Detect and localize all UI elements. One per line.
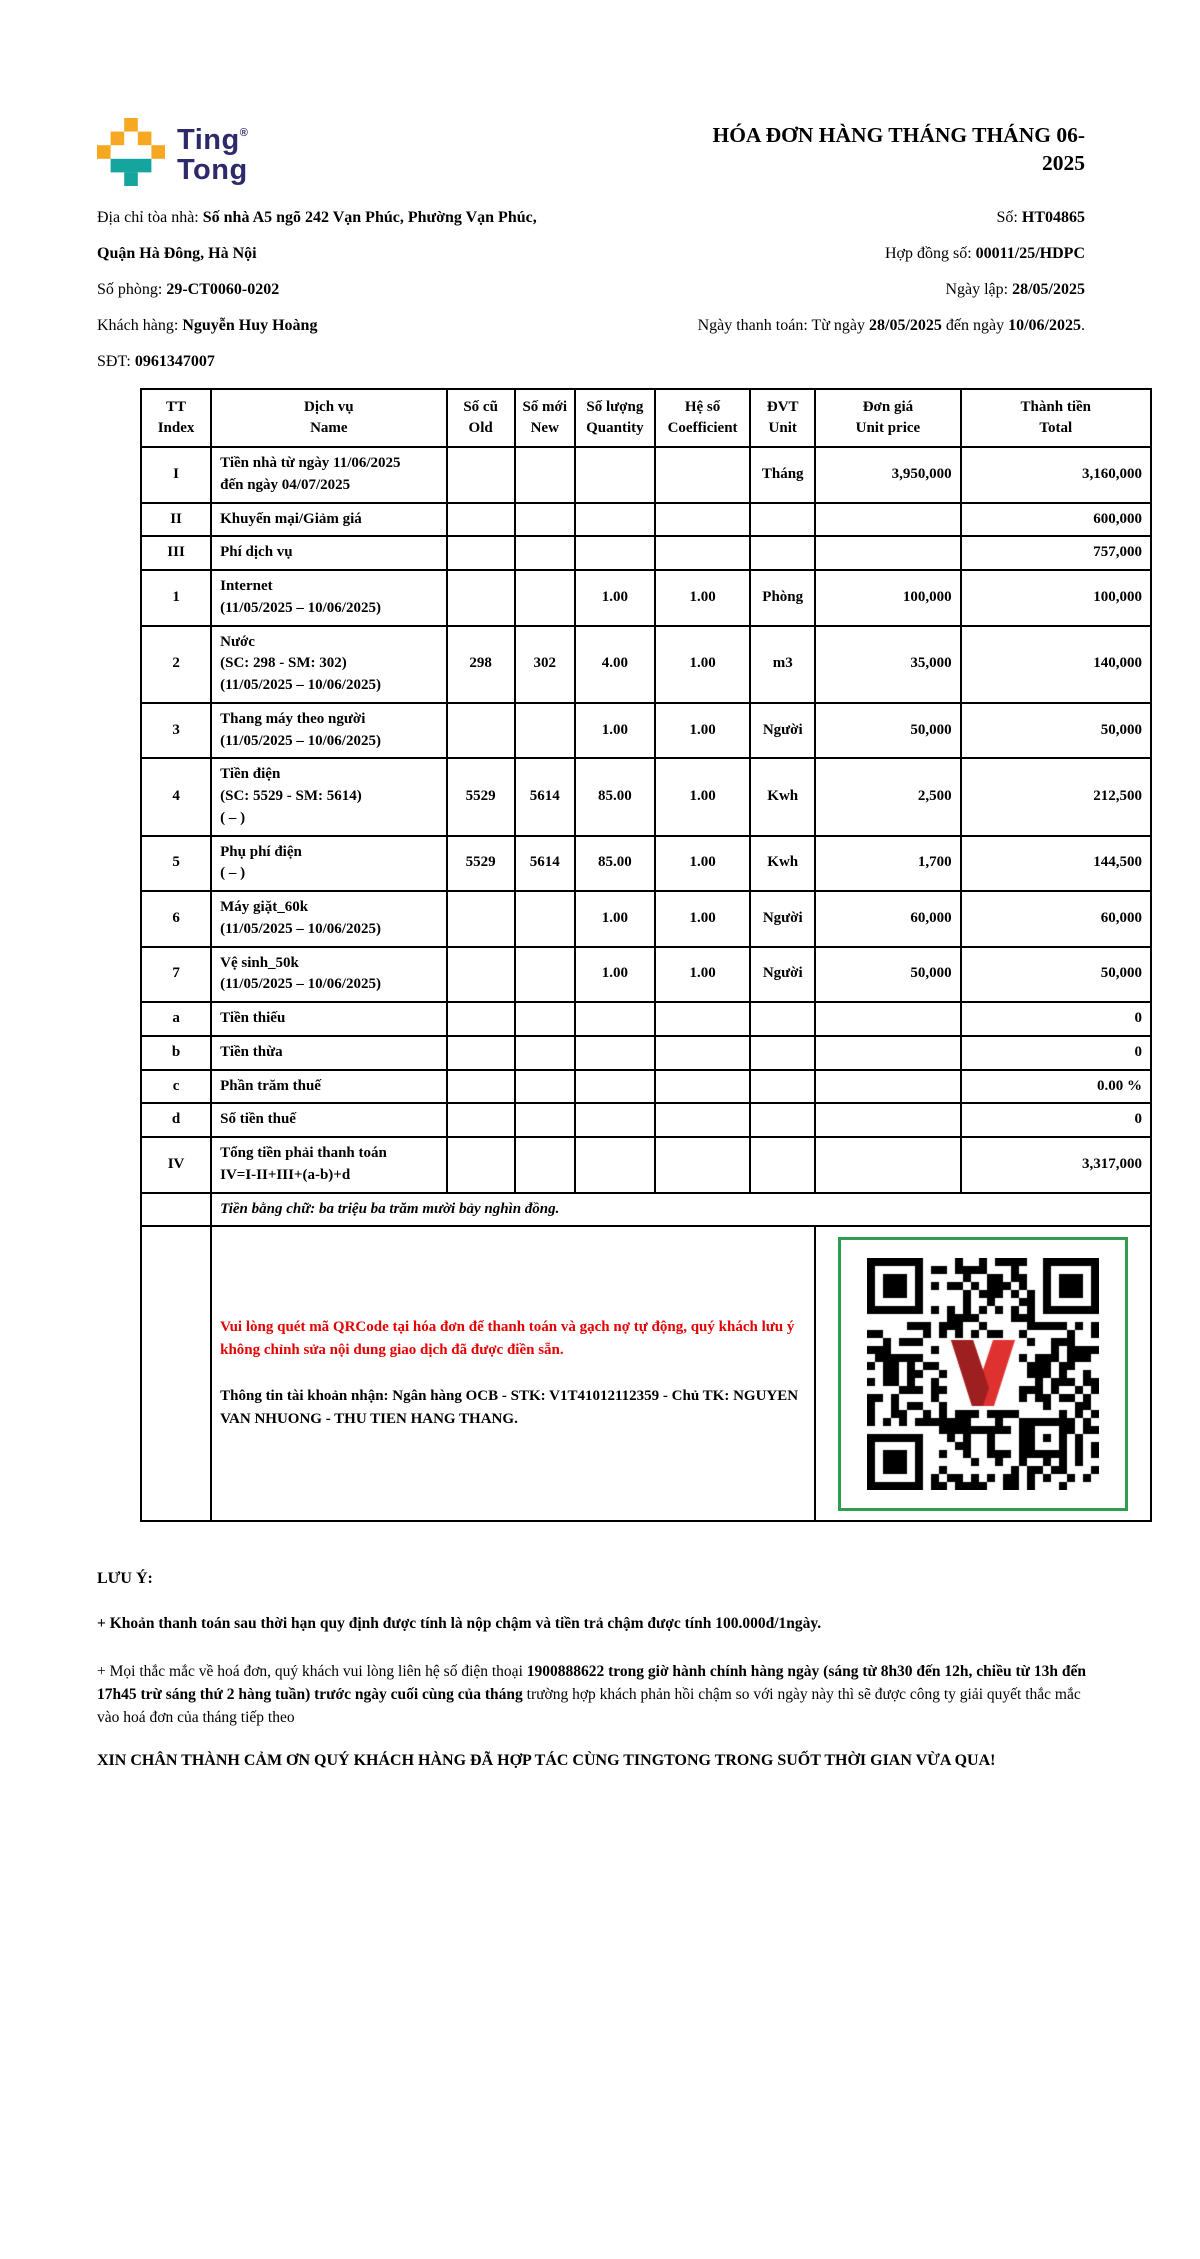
cell-total: 60,000	[961, 891, 1151, 947]
table-row	[141, 503, 1151, 537]
cell-service-name: Internet (11/05/2025 – 10/06/2025)	[211, 570, 446, 626]
meta-line: Hợp đồng số: 00011/25/HDPC	[884, 245, 1085, 262]
cell-unit-price	[815, 1137, 960, 1193]
cell-quantity	[575, 1103, 655, 1137]
qr-code	[867, 1258, 1099, 1490]
amount-in-words-label: Tiền bằng chữ:	[220, 1200, 319, 1217]
cell-unit-price	[815, 1036, 960, 1070]
cell-index: d	[141, 1103, 211, 1137]
qr-account-info: Thông tin tài khoản nhận: Ngân hàng OCB - STK: V1T41012112359 - Chủ TK: NGUYEN VAN NHUONG - THU TIEN HANG THANG.	[220, 1388, 799, 1428]
meta-line: Quận Hà Đông, Hà Nội	[97, 245, 257, 262]
cell-index: 6	[141, 891, 211, 947]
cell-quantity	[575, 503, 655, 537]
note-late-fee: + Khoản thanh toán sau thời hạn quy định được tính là nộp chậm và tiền trả chậm được tính 100.000đ/1ngày.	[97, 1615, 822, 1633]
cell-old	[447, 503, 515, 537]
cell-old	[447, 1070, 515, 1104]
cell-total: 600,000	[961, 503, 1151, 537]
table-header-cell: Số cũ Old	[447, 389, 515, 447]
cell-coefficient	[655, 1002, 750, 1036]
cell-quantity: 1.00	[575, 703, 655, 759]
meta-line: Địa chỉ tòa nhà: Số nhà A5 ngõ 242 Vạn Phúc, Phường Vạn Phúc,	[97, 209, 537, 226]
cell-old: 5529	[447, 758, 515, 835]
table-header-cell: ĐVT Unit	[750, 389, 815, 447]
cell-index: 2	[141, 626, 211, 703]
cell-unit-price: 3,950,000	[815, 447, 960, 503]
cell-coefficient: 1.00	[655, 570, 750, 626]
table-row	[141, 570, 1151, 626]
amount-in-words-value: ba triệu ba trăm mười bảy nghìn đồng.	[318, 1200, 560, 1217]
cell-total: 3,317,000	[961, 1137, 1151, 1193]
meta-line: Ngày lập: 28/05/2025	[945, 281, 1085, 298]
cell-coefficient	[655, 536, 750, 570]
cell-total: 50,000	[961, 947, 1151, 1003]
cell-unit	[750, 1103, 815, 1137]
meta-right	[646, 200, 1085, 380]
qr-note: Vui lòng quét mã QRCode tại hóa đơn để thanh toán và gạch nợ tự động, quý khách lưu ý không chỉnh sửa nội dung giao dịch đã được điền sẵn.	[220, 1319, 795, 1358]
cell-quantity: 4.00	[575, 626, 655, 703]
brand-logo	[97, 118, 248, 186]
cell-index: a	[141, 1002, 211, 1036]
cell-new	[515, 447, 575, 503]
cell-service-name: Vệ sinh_50k (11/05/2025 – 10/06/2025)	[211, 947, 446, 1003]
table-row	[141, 1002, 1151, 1036]
cell-total: 757,000	[961, 536, 1151, 570]
cell-total: 100,000	[961, 570, 1151, 626]
cell-unit: Người	[750, 703, 815, 759]
cell-quantity	[575, 447, 655, 503]
cell-service-name: Tiền điện (SC: 5529 - SM: 5614) ( – )	[211, 758, 446, 835]
cell-new	[515, 1036, 575, 1070]
cell-unit	[750, 1036, 815, 1070]
empty-cell	[141, 1193, 211, 1227]
table-head	[141, 389, 1151, 447]
table-header-cell: Số mới New	[515, 389, 575, 447]
amount-in-words-cell	[211, 1193, 1151, 1227]
cell-unit	[750, 1137, 815, 1193]
cell-unit-price: 50,000	[815, 703, 960, 759]
cell-unit	[750, 536, 815, 570]
cell-new	[515, 536, 575, 570]
table-row	[141, 1036, 1151, 1070]
cell-unit: m3	[750, 626, 815, 703]
cell-service-name: Phần trăm thuế	[211, 1070, 446, 1104]
table-header-cell: Thành tiền Total	[961, 389, 1151, 447]
cell-service-name: Tiền thiếu	[211, 1002, 446, 1036]
cell-total: 140,000	[961, 626, 1151, 703]
table-row	[141, 758, 1151, 835]
table-row	[141, 836, 1151, 892]
cell-new: 302	[515, 626, 575, 703]
cell-old: 298	[447, 626, 515, 703]
cell-service-name: Số tiền thuế	[211, 1103, 446, 1137]
cell-total: 0.00 %	[961, 1070, 1151, 1104]
cell-service-name: Phí dịch vụ	[211, 536, 446, 570]
note-contact: + Mọi thắc mắc về hoá đơn, quý khách vui lòng liên hệ số điện thoại 1900888622 trong giờ hành chính hàng ngày (sáng từ 8h30 đến 12h, chiều từ 13h đến 17h45 trừ sáng thứ 2 hàng tuần) trước ngày cuối cùng của tháng trường hợp khách phản hồi chậm so với ngày này thì sẽ được công ty giải quyết thắc mắc vào hoá đơn của tháng tiếp theo	[97, 1662, 1086, 1726]
cell-index: 1	[141, 570, 211, 626]
table-header-row	[141, 389, 1151, 447]
cell-quantity: 85.00	[575, 758, 655, 835]
empty-cell	[141, 1226, 211, 1521]
cell-unit: Người	[750, 947, 815, 1003]
cell-new	[515, 1137, 575, 1193]
cell-new	[515, 570, 575, 626]
cell-new: 5614	[515, 836, 575, 892]
cell-new	[515, 703, 575, 759]
cell-old: 5529	[447, 836, 515, 892]
cell-unit-price: 1,700	[815, 836, 960, 892]
cell-quantity	[575, 1002, 655, 1036]
invoice-title: HÓA ĐƠN HÀNG THÁNG THÁNG 06- 2025	[712, 123, 1085, 175]
cell-total: 0	[961, 1103, 1151, 1137]
cell-index: 3	[141, 703, 211, 759]
cell-unit-price	[815, 503, 960, 537]
cell-unit-price: 60,000	[815, 891, 960, 947]
cell-unit	[750, 1002, 815, 1036]
cell-unit-price: 50,000	[815, 947, 960, 1003]
meta-line: Số: HT04865	[996, 209, 1085, 226]
amount-in-words-row	[141, 1193, 1151, 1227]
cell-index: 4	[141, 758, 211, 835]
cell-new	[515, 503, 575, 537]
cell-total: 3,160,000	[961, 447, 1151, 503]
cell-index: IV	[141, 1137, 211, 1193]
meta-line: Ngày thanh toán: Từ ngày 28/05/2025 đến ngày 10/06/2025.	[697, 317, 1085, 334]
cell-index: b	[141, 1036, 211, 1070]
cell-new	[515, 947, 575, 1003]
cell-coefficient	[655, 1070, 750, 1104]
cell-old	[447, 947, 515, 1003]
cell-coefficient	[655, 1103, 750, 1137]
cell-index: III	[141, 536, 211, 570]
cell-unit-price	[815, 1103, 960, 1137]
table-header-cell: Số lượng Quantity	[575, 389, 655, 447]
cell-old	[447, 703, 515, 759]
cell-service-name: Tiền nhà từ ngày 11/06/2025 đến ngày 04/07/2025	[211, 447, 446, 503]
cell-old	[447, 1002, 515, 1036]
cell-quantity	[575, 1137, 655, 1193]
cell-unit: Phòng	[750, 570, 815, 626]
cell-old	[447, 536, 515, 570]
qr-instructions-cell	[211, 1226, 815, 1521]
cell-unit: Tháng	[750, 447, 815, 503]
table-header-cell: Hệ số Coefficient	[655, 389, 750, 447]
cell-total: 144,500	[961, 836, 1151, 892]
cell-total: 50,000	[961, 703, 1151, 759]
cell-new	[515, 1002, 575, 1036]
table-header-cell: Đơn giá Unit price	[815, 389, 960, 447]
table-row	[141, 1103, 1151, 1137]
cell-total: 212,500	[961, 758, 1151, 835]
cell-old	[447, 570, 515, 626]
cell-coefficient: 1.00	[655, 758, 750, 835]
cell-old	[447, 891, 515, 947]
cell-unit-price: 35,000	[815, 626, 960, 703]
meta-left	[97, 200, 646, 380]
table-row	[141, 947, 1151, 1003]
cell-new: 5614	[515, 758, 575, 835]
qr-row	[141, 1226, 1151, 1521]
cell-old	[447, 1103, 515, 1137]
table-header-cell: TT Index	[141, 389, 211, 447]
meta-line: Khách hàng: Nguyễn Huy Hoàng	[97, 317, 318, 334]
cell-unit	[750, 1070, 815, 1104]
cell-coefficient	[655, 1137, 750, 1193]
cell-unit-price: 2,500	[815, 758, 960, 835]
cell-service-name: Nước (SC: 298 - SM: 302) (11/05/2025 – 10/06/2025)	[211, 626, 446, 703]
cell-quantity: 1.00	[575, 570, 655, 626]
cell-new	[515, 1070, 575, 1104]
table-body	[141, 447, 1151, 1193]
cell-index: 5	[141, 836, 211, 892]
cell-quantity: 1.00	[575, 891, 655, 947]
cell-unit: Người	[750, 891, 815, 947]
qr-box	[838, 1237, 1128, 1511]
cell-service-name: Khuyến mại/Giảm giá	[211, 503, 446, 537]
cell-coefficient: 1.00	[655, 836, 750, 892]
cell-service-name: Phụ phí điện ( – )	[211, 836, 446, 892]
cell-total: 0	[961, 1036, 1151, 1070]
cell-unit-price	[815, 536, 960, 570]
registered-mark: ®	[239, 127, 249, 139]
cell-coefficient	[655, 1036, 750, 1070]
cell-unit-price	[815, 1070, 960, 1104]
cell-coefficient: 1.00	[655, 626, 750, 703]
cell-coefficient	[655, 503, 750, 537]
cell-quantity	[575, 1070, 655, 1104]
cell-quantity: 85.00	[575, 836, 655, 892]
table-row	[141, 891, 1151, 947]
table-row	[141, 1137, 1151, 1193]
cell-coefficient: 1.00	[655, 947, 750, 1003]
cell-new	[515, 1103, 575, 1137]
notes-section	[97, 1570, 1105, 1774]
note-thanks: XIN CHÂN THÀNH CẢM ƠN QUÝ KHÁCH HÀNG ĐÃ HỢP TÁC CÙNG TINGTONG TRONG SUỐT THỜI GIAN VỪA QUA!	[97, 1752, 996, 1770]
notes-heading: LƯU Ý:	[97, 1570, 153, 1588]
cell-unit-price	[815, 1002, 960, 1036]
cell-coefficient: 1.00	[655, 703, 750, 759]
cell-old	[447, 1036, 515, 1070]
cell-old	[447, 1137, 515, 1193]
cell-index: II	[141, 503, 211, 537]
cell-unit: Kwh	[750, 758, 815, 835]
cell-quantity	[575, 536, 655, 570]
cell-coefficient	[655, 447, 750, 503]
qr-code-cell	[815, 1226, 1151, 1521]
invoice-table	[140, 388, 1152, 1522]
cell-index: c	[141, 1070, 211, 1104]
brand-name: Ting® Tong	[177, 124, 249, 186]
table-row	[141, 1070, 1151, 1104]
cell-service-name: Tiền thừa	[211, 1036, 446, 1070]
cell-old	[447, 447, 515, 503]
meta-line: SĐT: 0961347007	[97, 353, 215, 370]
cell-service-name: Thang máy theo người (11/05/2025 – 10/06/2025)	[211, 703, 446, 759]
cell-quantity	[575, 1036, 655, 1070]
invoice-meta	[97, 200, 1085, 380]
cell-coefficient: 1.00	[655, 891, 750, 947]
table-row	[141, 626, 1151, 703]
invoice-header	[97, 118, 1085, 186]
cell-total: 0	[961, 1002, 1151, 1036]
cell-index: I	[141, 447, 211, 503]
table-header-cell: Dịch vụ Name	[211, 389, 446, 447]
table-row	[141, 447, 1151, 503]
cell-index: 7	[141, 947, 211, 1003]
cell-service-name: Tổng tiền phải thanh toán IV=I-II+III+(a-b)+d	[211, 1137, 446, 1193]
meta-line: Số phòng: 29-CT0060-0202	[97, 281, 280, 298]
table-row	[141, 703, 1151, 759]
cell-unit	[750, 503, 815, 537]
cell-unit: Kwh	[750, 836, 815, 892]
cell-quantity: 1.00	[575, 947, 655, 1003]
cell-service-name: Máy giặt_60k (11/05/2025 – 10/06/2025)	[211, 891, 446, 947]
cell-new	[515, 891, 575, 947]
tingtong-logo-icon	[97, 118, 165, 186]
cell-unit-price: 100,000	[815, 570, 960, 626]
table-row	[141, 536, 1151, 570]
